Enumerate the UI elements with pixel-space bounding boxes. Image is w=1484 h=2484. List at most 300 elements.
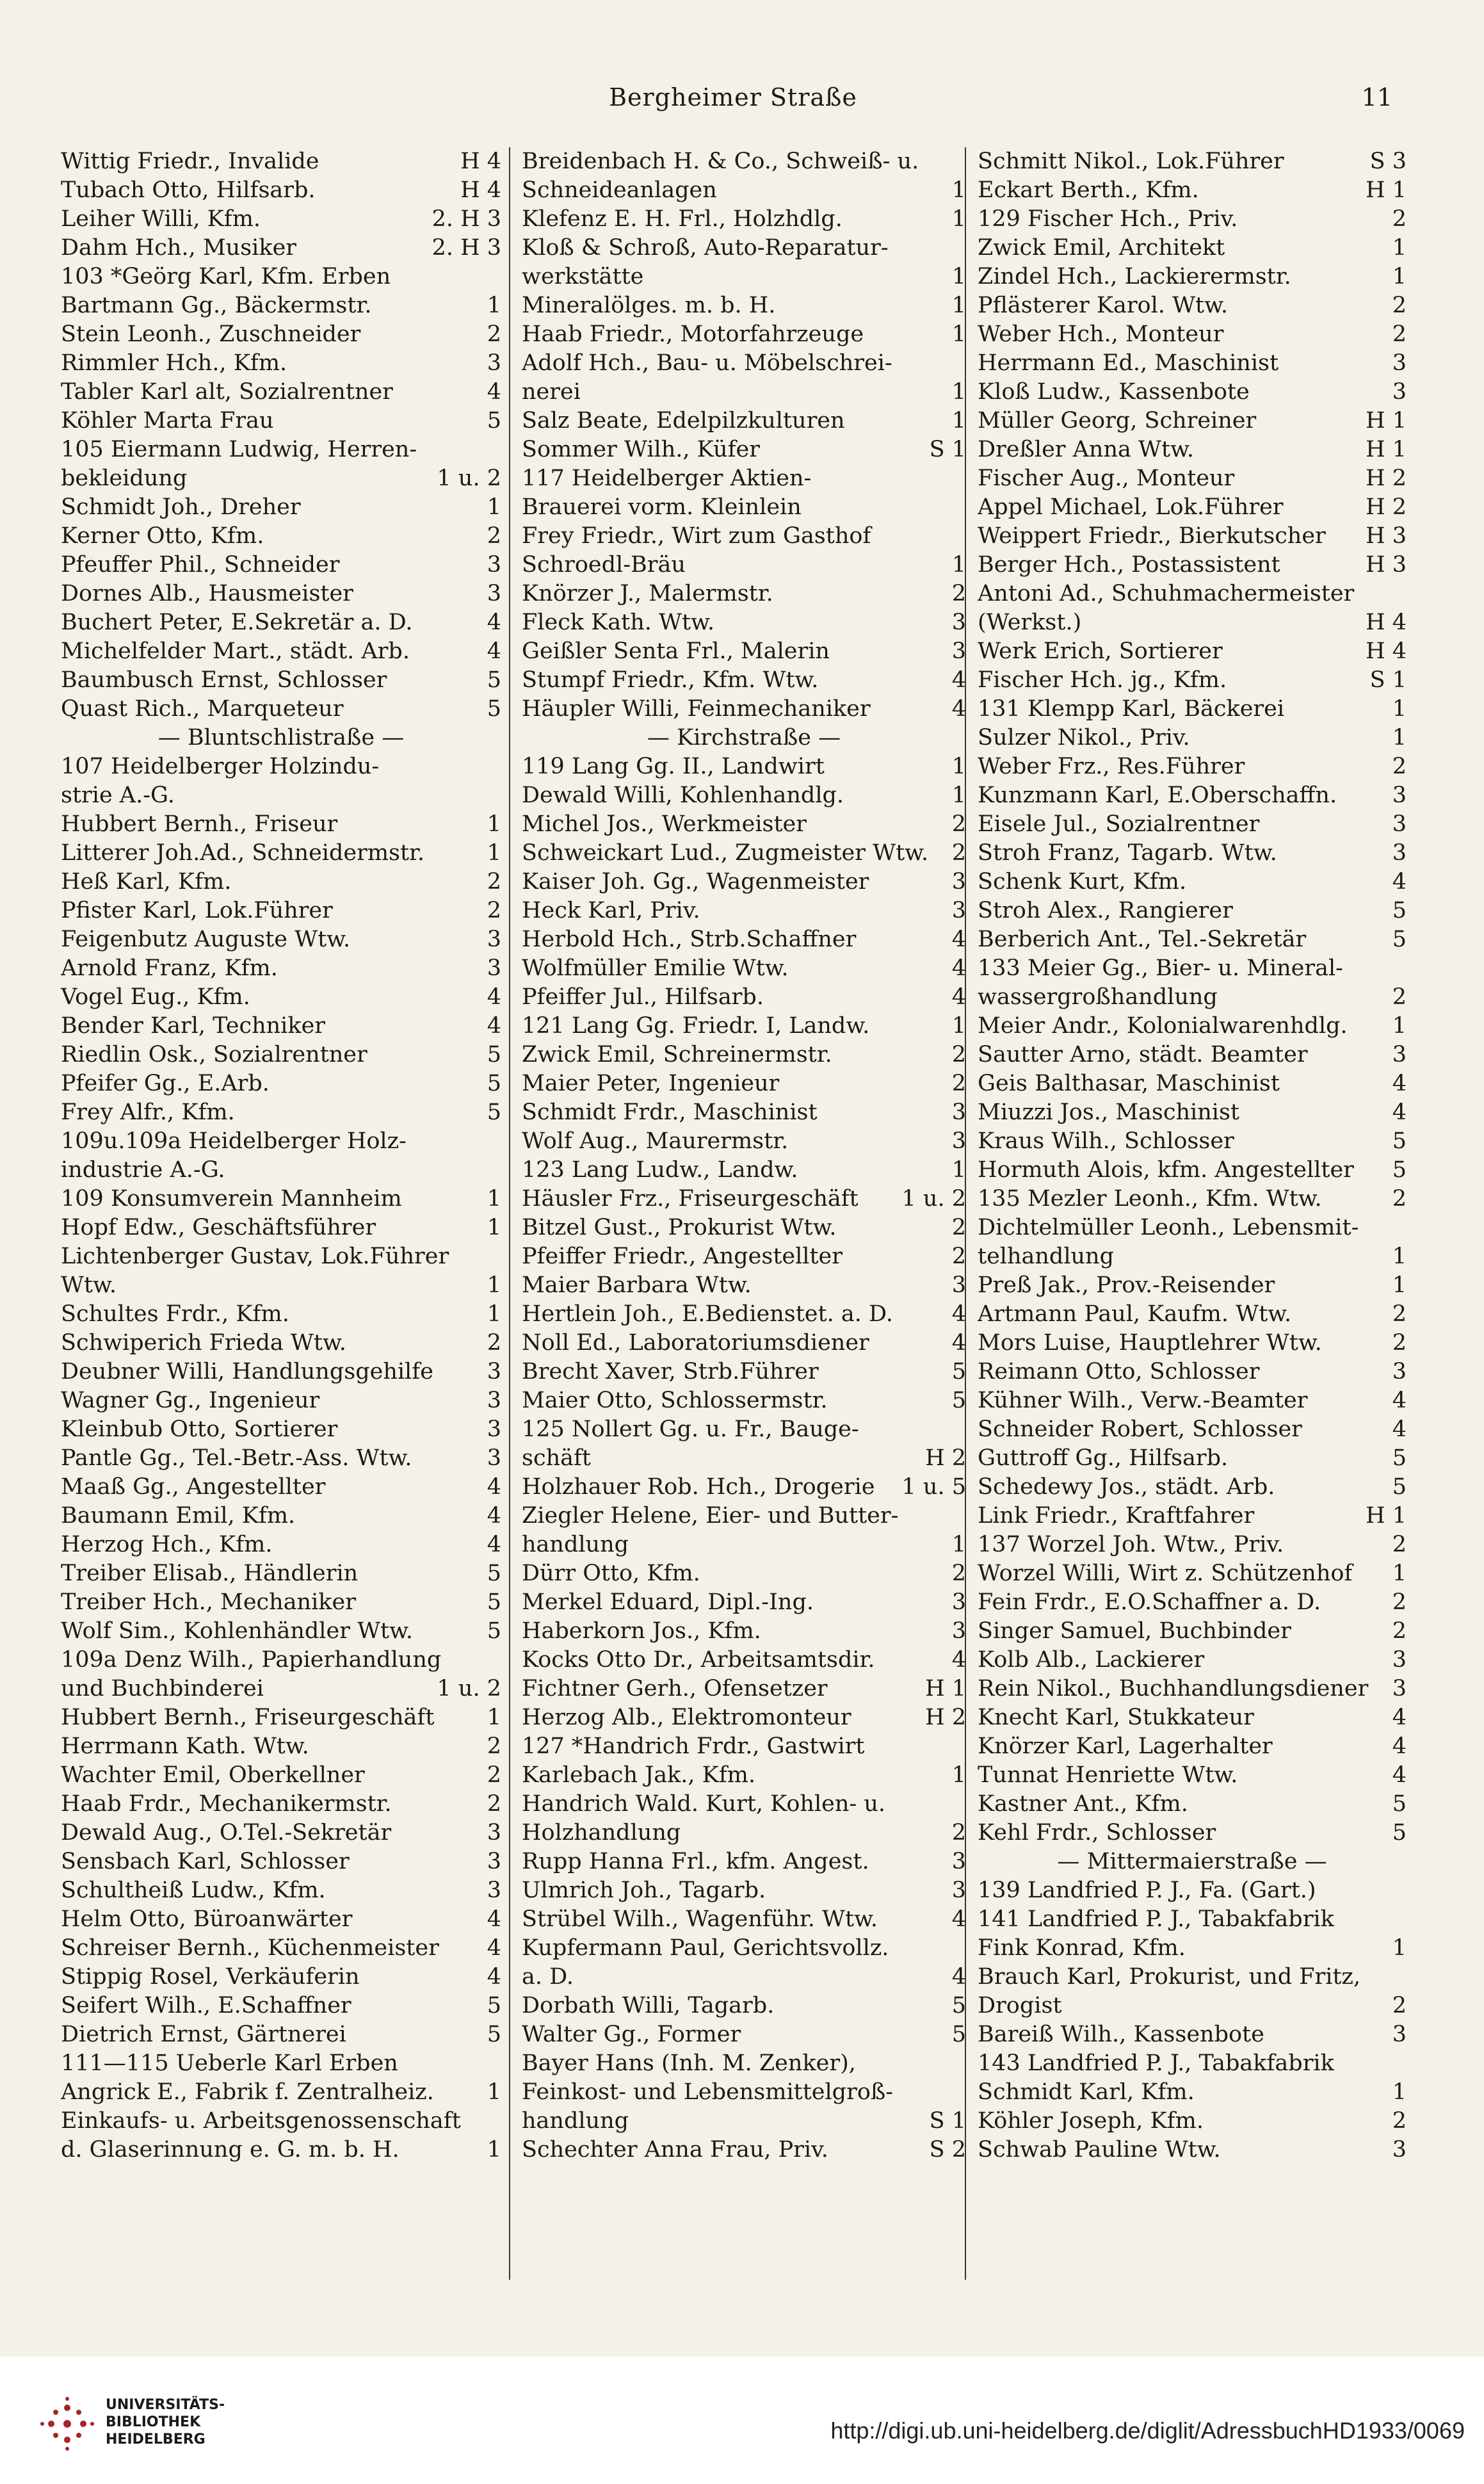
entry-floor: 2 [1392, 1993, 1407, 2018]
entry-text: 125 Nollert Gg. u. Fr., Bauge- [522, 1417, 859, 1442]
entry-text: Schneideanlagen [522, 177, 717, 203]
directory-entry [61, 1502, 501, 1530]
directory-entry [522, 1876, 966, 1905]
directory-entry [522, 2107, 966, 2136]
directory-entry [978, 1559, 1407, 1588]
entry-text: Tunnat Henriette Wtw. [978, 1762, 1238, 1788]
entry-text: Kerner Otto, Kfm. [61, 523, 264, 549]
entry-text: Stein Leonh., Zuschneider [61, 321, 361, 347]
directory-entry [978, 522, 1407, 551]
directory-entry [61, 1934, 501, 1963]
entry-text: Guttroff Gg., Hilfsarb. [978, 1445, 1229, 1471]
directory-entry [978, 1185, 1407, 1214]
directory-entry [61, 291, 501, 320]
directory-entry [61, 1156, 501, 1185]
entry-floor: 1 [487, 293, 501, 318]
entry-floor: 2 [951, 581, 966, 606]
entry-floor: 1 [1392, 1244, 1407, 1269]
entry-floor: 3 [951, 1100, 966, 1125]
entry-text: 103 *Geörg Karl, Kfm. Erben [61, 264, 391, 289]
entry-floor: 1 [1392, 696, 1407, 722]
entry-text: Frey Friedr., Wirt zum Gasthof [522, 523, 871, 549]
entry-floor: 2 [487, 869, 501, 895]
directory-entry [978, 1156, 1407, 1185]
directory-entry [61, 1761, 501, 1790]
entry-floor: 2 [1392, 2108, 1407, 2134]
entry-floor: H 4 [460, 177, 501, 203]
entry-floor: S 1 [1369, 667, 1407, 693]
entry-floor: 1 [951, 206, 966, 232]
entry-floor: 5 [487, 1589, 501, 1615]
entry-text: Buchert Peter, E.Sekretär a. D. [61, 610, 413, 635]
directory-entry [61, 897, 501, 925]
footer-bar [0, 2357, 1484, 2484]
directory-entry [978, 1444, 1407, 1473]
directory-entry [522, 1703, 966, 1732]
entry-text: Häupler Willi, Feinmechaniker [522, 696, 871, 722]
directory-entry [522, 522, 966, 551]
entry-text: Wolf Sim., Kohlenhändler Wtw. [61, 1618, 414, 1644]
directory-entry [61, 1819, 501, 1847]
street-heading [61, 724, 501, 752]
entry-floor: 3 [951, 898, 966, 923]
entry-text: Sautter Arno, städt. Beamter [978, 1042, 1308, 1067]
entry-text: Noll Ed., Laboratoriumsdiener [522, 1330, 869, 1356]
entry-floor: 1 [951, 177, 966, 203]
entry-text: Dorbath Willi, Tagarb. [522, 1993, 775, 2018]
directory-entry [522, 2049, 966, 2078]
directory-entry [978, 810, 1407, 839]
entry-text: 127 *Handrich Frdr., Gastwirt [522, 1733, 865, 1759]
entry-text: Schwab Pauline Wtw. [978, 2137, 1221, 2163]
entry-text: Handrich Wald. Kurt, Kohlen- u. [522, 1791, 886, 1817]
entry-floor: 3 [951, 1272, 966, 1298]
entry-floor: 4 [951, 1301, 966, 1327]
entry-floor: 4 [951, 1647, 966, 1673]
entry-floor: 4 [951, 1906, 966, 1932]
directory-entry [61, 522, 501, 551]
entry-text: Schenk Kurt, Kfm. [978, 869, 1187, 895]
entry-text: Hertlein Joh., E.Bedienstet. a. D. [522, 1301, 893, 1327]
directory-entry [522, 1559, 966, 1588]
directory-entry [978, 1127, 1407, 1156]
entry-text: Helm Otto, Büroanwärter [61, 1906, 353, 1932]
directory-entry [978, 1963, 1407, 1992]
entry-floor: 3 [487, 552, 501, 578]
entry-floor: 4 [951, 696, 966, 722]
entry-text: Weber Frz., Res.Führer [978, 754, 1245, 779]
entry-floor: 2 [1392, 754, 1407, 779]
directory-entry [61, 493, 501, 522]
directory-entry [978, 176, 1407, 205]
directory-entry [522, 1992, 966, 2020]
entry-text: industrie A.-G. [61, 1157, 225, 1183]
entry-floor: 5 [951, 1388, 966, 1413]
entry-text: Wtw. [61, 1272, 117, 1298]
directory-entry [61, 810, 501, 839]
entry-text: 109 Konsumverein Mannheim [61, 1186, 402, 1212]
entry-floor: H 1 [1366, 437, 1407, 462]
entry-floor: 2 [951, 811, 966, 837]
entry-text: a. D. [522, 1964, 574, 1990]
entry-floor: 3 [487, 1878, 501, 1903]
directory-entry [978, 781, 1407, 810]
entry-floor: 4 [487, 1503, 501, 1529]
entry-text: Geis Balthasar, Maschinist [978, 1071, 1280, 1096]
entry-text: Link Friedr., Kraftfahrer [978, 1503, 1255, 1529]
directory-entry [978, 1473, 1407, 1502]
entry-text: Litterer Joh.Ad., Schneidermstr. [61, 840, 425, 866]
directory-entry [61, 666, 501, 695]
directory-entry [978, 2136, 1407, 2164]
directory-entry [978, 1703, 1407, 1732]
entry-text: Haberkorn Jos., Kfm. [522, 1618, 761, 1644]
directory-entry [61, 349, 501, 378]
directory-entry [978, 1934, 1407, 1963]
library-name [106, 2396, 225, 2448]
entry-floor: 1 u. 2 [437, 1676, 501, 1701]
page-number: 11 [1361, 83, 1392, 111]
library-line-2: BIBLIOTHEK [106, 2414, 201, 2430]
entry-floor: 4 [487, 1532, 501, 1557]
entry-text: Maier Barbara Wtw. [522, 1272, 752, 1298]
entry-text: Strübel Wilh., Wagenführ. Wtw. [522, 1906, 878, 1932]
entry-text: Dornes Alb., Hausmeister [61, 581, 353, 606]
entry-floor: 2 [1392, 1301, 1407, 1327]
directory-entry [61, 608, 501, 637]
entry-text: Rimmler Hch., Kfm. [61, 350, 287, 376]
entry-floor: 5 [487, 1071, 501, 1096]
entry-floor: 1 [951, 379, 966, 405]
entry-floor: 2 [1392, 321, 1407, 347]
entry-text: Pfeuffer Phil., Schneider [61, 552, 340, 578]
entry-text: Dichtelmüller Leonh., Lebensmit- [978, 1215, 1359, 1240]
directory-entry [978, 1271, 1407, 1300]
directory-entry [978, 1675, 1407, 1703]
directory-entry [978, 205, 1407, 234]
entry-floor: 1 [487, 494, 501, 520]
directory-entry [522, 1358, 966, 1386]
directory-entry [522, 1646, 966, 1675]
entry-floor: 3 [1392, 1042, 1407, 1067]
entry-text: Stippig Rosel, Verkäuferin [61, 1964, 360, 1990]
entry-floor: H 1 [1366, 177, 1407, 203]
entry-text: Kolb Alb., Lackierer [978, 1647, 1205, 1673]
entry-text: Kleinbub Otto, Sortierer [61, 1417, 338, 1442]
entry-text: Mineralölges. m. b. H. [522, 293, 776, 318]
directory-entry [61, 320, 501, 349]
entry-floor: 4 [487, 984, 501, 1010]
directory-entry [522, 147, 966, 176]
entry-floor: 2 [1392, 1618, 1407, 1644]
street-heading [978, 1847, 1407, 1876]
entry-floor: H 2 [925, 1705, 966, 1730]
entry-floor: 1 [1392, 1561, 1407, 1586]
directory-entry [522, 1242, 966, 1271]
directory-entry [61, 1041, 501, 1069]
directory-entry [61, 1963, 501, 1992]
entry-floor: 3 [487, 955, 501, 981]
directory-entry [978, 580, 1407, 608]
entry-floor: H 4 [460, 149, 501, 174]
directory-entry [61, 868, 501, 897]
entry-text: Karlebach Jak., Kfm. [522, 1762, 756, 1788]
entry-text: Kühner Wilh., Verw.-Beamter [978, 1388, 1308, 1413]
entry-text: Schultheiß Ludw., Kfm. [61, 1878, 326, 1903]
entry-text: Schroedl-Bräu [522, 552, 686, 578]
source-url-link[interactable]: http://digi.ub.uni-heidelberg.de/diglit/AdressbuchHD1933/0069 [830, 2417, 1465, 2444]
directory-entry [522, 695, 966, 724]
entry-floor: 4 [1392, 1733, 1407, 1759]
entry-text: Herrmann Ed., Maschinist [978, 350, 1279, 376]
directory-entry [978, 349, 1407, 378]
entry-floor: 2 [487, 523, 501, 549]
entry-text: und Buchbinderei [61, 1676, 264, 1701]
directory-entry [61, 1675, 501, 1703]
entry-floor: 2 [951, 1244, 966, 1269]
directory-entry [61, 1300, 501, 1329]
directory-entry [61, 1473, 501, 1502]
column-3 [965, 147, 1407, 2280]
entry-text: Dreßler Anna Wtw. [978, 437, 1194, 462]
directory-entry [978, 1242, 1407, 1271]
directory-entry [61, 2136, 501, 2164]
entry-floor: 4 [951, 927, 966, 952]
entry-text: Kloß Ludw., Kassenbote [978, 379, 1250, 405]
entry-text: Heß Karl, Kfm. [61, 869, 232, 895]
directory-entry [522, 435, 966, 464]
entry-text: Sensbach Karl, Schlosser [61, 1849, 350, 1874]
entry-text: d. Glaserinnung e. G. m. b. H. [61, 2137, 399, 2163]
entry-floor: 4 [487, 379, 501, 405]
entry-text: Maaß Gg., Angestellter [61, 1474, 326, 1500]
entry-floor: 5 [951, 2022, 966, 2047]
entry-text: Stroh Franz, Tagarb. Wtw. [978, 840, 1277, 866]
directory-entry [61, 1530, 501, 1559]
entry-floor: H 2 [1366, 466, 1407, 491]
directory-entry [522, 839, 966, 868]
entry-floor: 3 [951, 610, 966, 635]
entry-text: Weber Hch., Monteur [978, 321, 1224, 347]
directory-entry [61, 234, 501, 263]
entry-text: Kloß & Schroß, Auto-Reparatur- [522, 235, 889, 261]
directory-entry [61, 1847, 501, 1876]
entry-text: Wachter Emil, Oberkellner [61, 1762, 365, 1788]
entry-floor: 4 [951, 667, 966, 693]
entry-floor: 5 [487, 1100, 501, 1125]
entry-floor: 4 [487, 1906, 501, 1932]
entry-floor: 4 [1392, 1762, 1407, 1788]
directory-entry [61, 1098, 501, 1127]
entry-floor: 5 [1392, 1474, 1407, 1500]
directory-entry [978, 493, 1407, 522]
directory-entry [522, 954, 966, 983]
entry-text: wassergroßhandlung [978, 984, 1218, 1010]
entry-floor: 2 [951, 1820, 966, 1846]
entry-text: Mors Luise, Hauptlehrer Wtw. [978, 1330, 1322, 1356]
entry-text: 107 Heidelberger Holzindu- [61, 754, 380, 779]
entry-text: Heck Karl, Priv. [522, 898, 700, 923]
entry-text: 143 Landfried P. J., Tabakfabrik [978, 2050, 1334, 2076]
entry-floor: 1 [951, 1532, 966, 1557]
entry-floor: H 4 [1366, 638, 1407, 664]
entry-text: Lichtenberger Gustav, Lok.Führer [61, 1244, 449, 1269]
entry-floor: 2 [1392, 984, 1407, 1010]
entry-text: telhandlung [978, 1244, 1115, 1269]
entry-text: Berberich Ant., Tel.-Sekretär [978, 927, 1307, 952]
entry-floor: 5 [951, 1359, 966, 1384]
directory-entry [61, 983, 501, 1012]
entry-floor: 1 u. 5 [901, 1474, 966, 1500]
entry-floor: 5 [487, 2022, 501, 2047]
entry-floor: 2 [487, 898, 501, 923]
directory-entry [522, 1156, 966, 1185]
directory-entry [978, 1069, 1407, 1098]
entry-floor: S 3 [1369, 149, 1407, 174]
directory-entry [522, 1098, 966, 1127]
entry-text: Schmitt Nikol., Lok.Führer [978, 149, 1284, 174]
entry-text: Herbold Hch., Strb.Schaffner [522, 927, 857, 952]
entry-text: Häusler Frz., Friseurgeschäft [522, 1186, 859, 1212]
entry-text: Tubach Otto, Hilfsarb. [61, 177, 316, 203]
entry-floor: 1 [487, 2079, 501, 2105]
entry-text: 109u.109a Heidelberger Holz- [61, 1128, 407, 1154]
entry-floor: 2 [487, 321, 501, 347]
column-2 [509, 147, 966, 2280]
entry-text: Quast Rich., Marqueteur [61, 696, 344, 722]
entry-text: Miuzzi Jos., Maschinist [978, 1100, 1239, 1125]
directory-entry [978, 752, 1407, 781]
entry-text: Brauch Karl, Prokurist, und Fritz, [978, 1964, 1361, 1990]
entry-text: Bitzel Gust., Prokurist Wtw. [522, 1215, 837, 1240]
entry-floor: 1 [487, 1705, 501, 1730]
directory-entry [61, 1271, 501, 1300]
column-1 [61, 147, 501, 2280]
entry-floor: 4 [487, 1935, 501, 1961]
directory-entry [61, 580, 501, 608]
entry-text: Dietrich Ernst, Gärtnerei [61, 2022, 346, 2047]
directory-entry [978, 263, 1407, 291]
entry-floor: 1 [951, 1157, 966, 1183]
directory-entry [978, 637, 1407, 666]
entry-text: Stroh Alex., Rangierer [978, 898, 1233, 923]
directory-entry [61, 839, 501, 868]
directory-entry [978, 1617, 1407, 1646]
entry-text: Stumpf Friedr., Kfm. Wtw. [522, 667, 819, 693]
directory-entry [61, 2107, 501, 2136]
entry-floor: 2 [487, 1330, 501, 1356]
directory-entry [522, 1819, 966, 1847]
entry-floor: 4 [487, 610, 501, 635]
directory-entry [522, 1415, 966, 1444]
entry-text: 123 Lang Ludw., Landw. [522, 1157, 798, 1183]
directory-entry [978, 435, 1407, 464]
entry-text: 131 Klempp Karl, Bäckerei [978, 696, 1285, 722]
directory-entry [522, 493, 966, 522]
directory-entry [61, 1242, 501, 1271]
directory-entry [978, 1876, 1407, 1905]
directory-entry [61, 1617, 501, 1646]
directory-entry [522, 1473, 966, 1502]
entry-text: Drogist [978, 1993, 1062, 2018]
directory-entry [978, 608, 1407, 637]
entry-text: Schweickart Lud., Zugmeister Wtw. [522, 840, 929, 866]
entry-floor: 3 [487, 350, 501, 376]
directory-entry [522, 2020, 966, 2049]
directory-entry [61, 378, 501, 407]
entry-text: Schreiser Bernh., Küchenmeister [61, 1935, 439, 1961]
entry-text: Rupp Hanna Frl., kfm. Angest. [522, 1849, 869, 1874]
entry-floor: 2 [487, 1733, 501, 1759]
directory-entry [522, 1127, 966, 1156]
entry-floor: 1 [487, 1272, 501, 1298]
entry-text: nerei [522, 379, 581, 405]
entry-floor: 1 [1392, 725, 1407, 751]
entry-text: Pfister Karl, Lok.Führer [61, 898, 333, 923]
directory-entry [978, 925, 1407, 954]
directory-entry [978, 320, 1407, 349]
directory-entry [522, 897, 966, 925]
entry-text: Ziegler Helene, Eier- und Butter- [522, 1503, 899, 1529]
entry-text: Wolf Aug., Maurermstr. [522, 1128, 789, 1154]
entry-floor: H 3 [1366, 523, 1407, 549]
directory-entry [61, 263, 501, 291]
directory-entry [61, 1386, 501, 1415]
entry-text: Brecht Xaver, Strb.Führer [522, 1359, 819, 1384]
entry-text: Berger Hch., Postassistent [978, 552, 1280, 578]
directory-entry [522, 637, 966, 666]
entry-text: Sulzer Nikol., Priv. [978, 725, 1190, 751]
directory-entry [978, 1214, 1407, 1242]
entry-text: Sommer Wilh., Küfer [522, 437, 760, 462]
directory-entry [978, 1041, 1407, 1069]
entry-floor: H 3 [1366, 552, 1407, 578]
directory-entry [978, 839, 1407, 868]
directory-entry [978, 291, 1407, 320]
entry-floor: 3 [1392, 2137, 1407, 2163]
entry-text: Schmidt Frdr., Maschinist [522, 1100, 818, 1125]
entry-floor: 3 [1392, 783, 1407, 808]
entry-floor: 5 [487, 408, 501, 434]
directory-entry [522, 1185, 966, 1214]
directory-entry [61, 637, 501, 666]
entry-text: Wagner Gg., Ingenieur [61, 1388, 320, 1413]
directory-entry [978, 234, 1407, 263]
entry-floor: 1 [951, 1762, 966, 1788]
entry-floor: 3 [951, 1849, 966, 1874]
directory-entry [61, 752, 501, 781]
directory-entry [522, 320, 966, 349]
entry-text: Hubbert Bernh., Friseur [61, 811, 338, 837]
directory-entry [978, 1732, 1407, 1761]
directory-entry [522, 1675, 966, 1703]
entry-floor: 5 [1392, 927, 1407, 952]
entry-floor: 1 [487, 1186, 501, 1212]
entry-floor: 4 [1392, 1705, 1407, 1730]
entry-floor: 3 [1392, 840, 1407, 866]
directory-entry [61, 695, 501, 724]
directory-entry [61, 1992, 501, 2020]
entry-floor: 3 [1392, 811, 1407, 837]
directory-entry [978, 551, 1407, 580]
entry-floor: 5 [951, 1993, 966, 2018]
entry-floor: 2 [1392, 1532, 1407, 1557]
directory-entry [61, 1329, 501, 1358]
directory-entry [61, 1790, 501, 1819]
directory-entry [978, 1415, 1407, 1444]
entry-text: Antoni Ad., Schuhmachermeister [978, 581, 1355, 606]
directory-entry [61, 551, 501, 580]
